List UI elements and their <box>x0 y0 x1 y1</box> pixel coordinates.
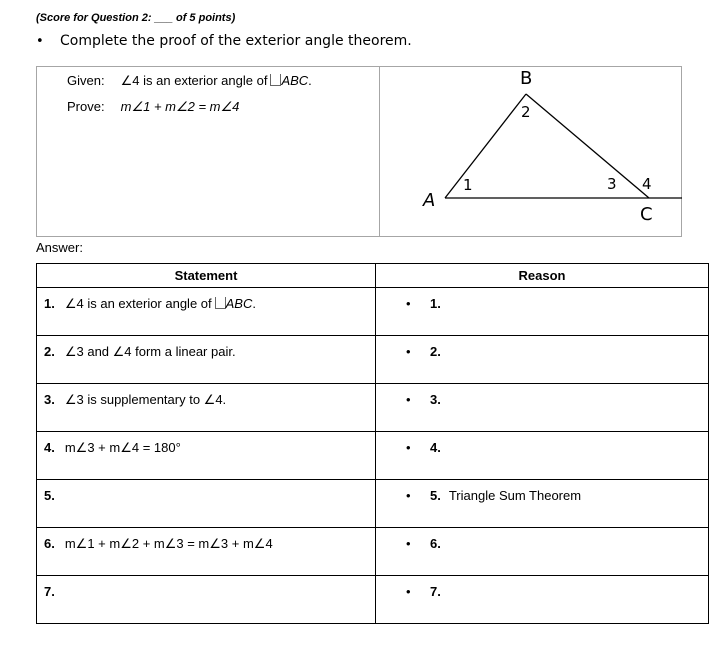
reason-cell[interactable] <box>376 288 709 336</box>
reason-number: 1. <box>430 296 441 311</box>
given-end: . <box>308 73 312 88</box>
instruction-text: Complete the proof of the exterior angle theorem. <box>60 33 412 49</box>
statement-text: m∠3 + m∠4 = 180° <box>64 440 181 455</box>
statement-number: 3. <box>44 392 55 407</box>
reason-number: 2. <box>430 344 441 359</box>
proof-table <box>36 263 709 624</box>
bullet-icon: • <box>36 34 44 49</box>
triangle-symbol-icon <box>270 74 281 86</box>
reason-cell[interactable] <box>376 336 709 384</box>
triangle-symbol-icon <box>215 297 226 309</box>
reason-number: 7. <box>430 584 441 599</box>
given-label: Given: <box>67 73 105 88</box>
reason-number: 3. <box>430 392 441 407</box>
statement-number: 7. <box>44 584 55 599</box>
bullet-icon: • <box>406 584 411 599</box>
statement-number: 6. <box>44 536 55 551</box>
answer-label: Answer: <box>36 240 83 255</box>
bullet-icon: • <box>406 344 411 359</box>
angle-2-label: 2 <box>521 103 531 121</box>
bullet-icon: • <box>406 296 411 311</box>
table-row <box>37 576 709 624</box>
statement-cell[interactable] <box>37 528 376 576</box>
statement-number: 4. <box>44 440 55 455</box>
table-row <box>37 384 709 432</box>
reason-header: Reason <box>376 264 709 288</box>
table-row <box>37 288 709 336</box>
angle-1-label: 1 <box>463 176 473 194</box>
statement-number: 2. <box>44 344 55 359</box>
vertex-b-label: B <box>520 68 533 89</box>
reason-number: 5. <box>430 488 441 503</box>
table-row <box>37 432 709 480</box>
angle-3-label: 3 <box>607 175 617 193</box>
table-header-row <box>37 264 709 288</box>
reason-cell[interactable] <box>376 576 709 624</box>
side-bc <box>526 94 649 198</box>
reason-number: 4. <box>430 440 441 455</box>
statement-cell[interactable] <box>37 384 376 432</box>
angle-4-label: 4 <box>642 175 652 193</box>
bullet-icon: • <box>406 440 411 455</box>
statement-header: Statement <box>37 264 376 288</box>
instruction-line <box>36 33 412 49</box>
statement-cell[interactable] <box>37 576 376 624</box>
table-row <box>37 528 709 576</box>
statement-cell[interactable] <box>37 432 376 480</box>
side-ab <box>445 94 526 198</box>
given-triangle: ABC <box>281 73 309 88</box>
reason-cell[interactable] <box>376 432 709 480</box>
prove-line <box>67 99 239 115</box>
statement-cell[interactable] <box>37 480 376 528</box>
vertex-a-label: A <box>423 190 436 211</box>
statement-number: 1. <box>44 296 55 311</box>
given-line <box>67 73 312 89</box>
reason-text: Triangle Sum Theorem <box>448 488 582 503</box>
statement-triangle: ABC <box>225 296 253 311</box>
bullet-icon: • <box>406 392 411 407</box>
given-prove-panel <box>37 67 380 236</box>
statement-cell[interactable] <box>37 288 376 336</box>
given-angle: ∠4 <box>120 73 140 88</box>
statement-cell[interactable] <box>37 336 376 384</box>
bullet-icon: • <box>406 488 411 503</box>
table-row <box>37 336 709 384</box>
vertex-c-label: C <box>640 204 653 225</box>
statement-end: . <box>252 296 256 311</box>
given-text: is an exterior angle of <box>143 73 268 88</box>
prove-label: Prove: <box>67 99 105 114</box>
statement-text: ∠4 is an exterior angle of <box>64 296 212 311</box>
triangle-diagram <box>380 67 682 237</box>
reason-cell[interactable] <box>376 480 709 528</box>
statement-text: ∠3 and ∠4 form a linear pair. <box>64 344 236 359</box>
bullet-icon: • <box>406 536 411 551</box>
score-line: (Score for Question 2: ___ of 5 points) <box>36 12 236 24</box>
given-prove-box <box>36 66 682 237</box>
statement-number: 5. <box>44 488 55 503</box>
prove-statement: m∠1 + m∠2 = m∠4 <box>120 99 240 114</box>
reason-cell[interactable] <box>376 528 709 576</box>
statement-text: m∠1 + m∠2 + m∠3 = m∠3 + m∠4 <box>64 536 273 551</box>
reason-cell[interactable] <box>376 384 709 432</box>
statement-text: ∠3 is supplementary to ∠4. <box>64 392 227 407</box>
reason-number: 6. <box>430 536 441 551</box>
table-row <box>37 480 709 528</box>
